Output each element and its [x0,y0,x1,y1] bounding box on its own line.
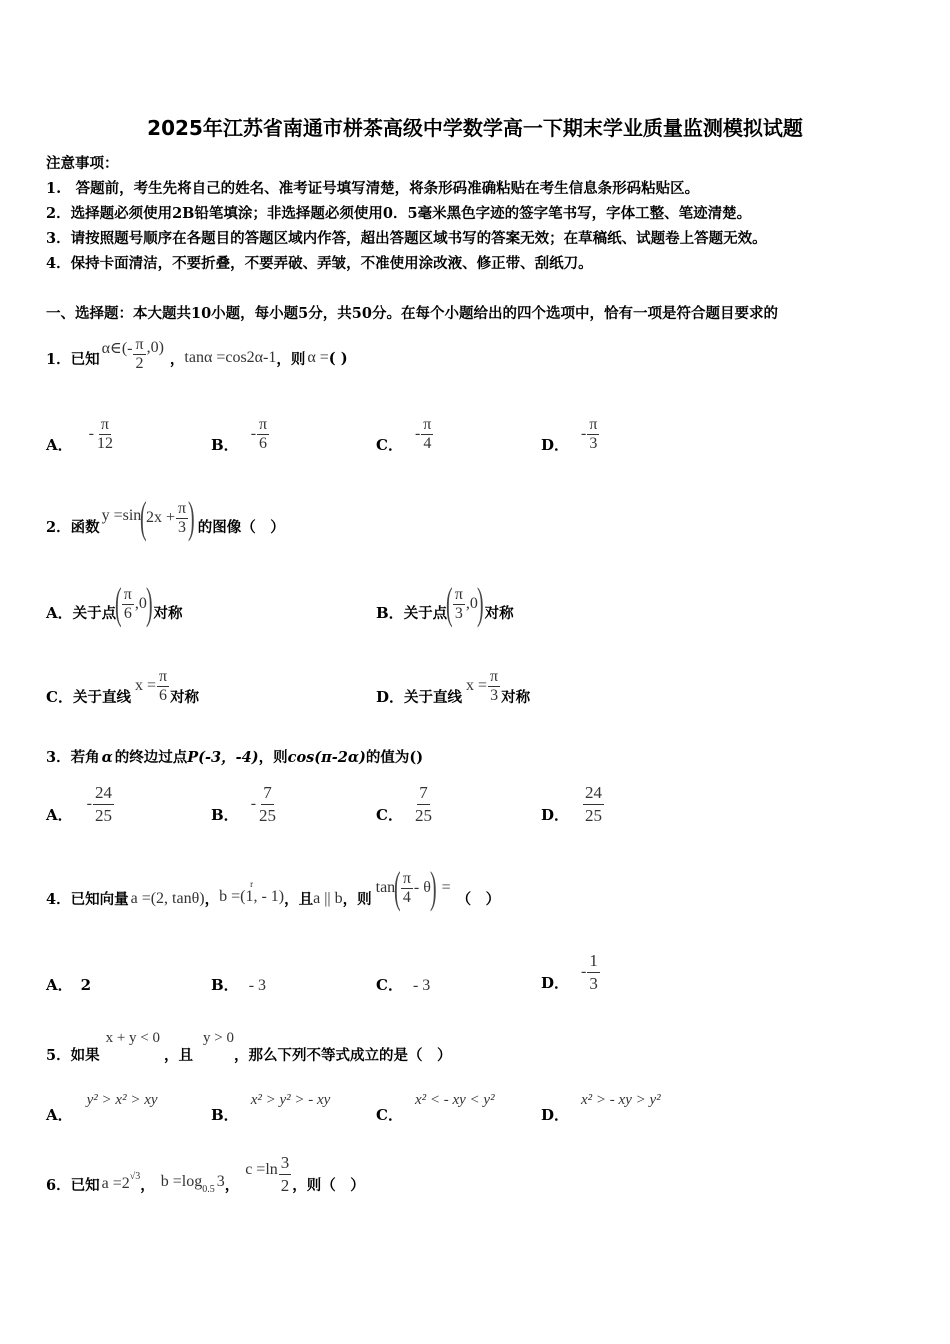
fraction: $\frac{\pi}{3}$ [490,667,499,704]
fraction: $\frac{\pi}{3}$ [454,585,463,622]
text: ， [169,350,185,368]
option-b[interactable]: B． - 3 [211,976,267,994]
question-number: 1．已知 [46,350,100,368]
fraction: $\frac{\pi}{6}$ [158,667,168,704]
fraction: $\frac{24}{25}$ [94,782,112,825]
option-c[interactable]: C． 关于直线 x = $\frac{\pi}{6}$ 对称 [46,667,200,706]
question-number: 5．如果 [46,1047,100,1064]
math-text: tanα =cos2α-1 [184,349,277,366]
fraction: $\frac{24}{25}$ [585,782,603,825]
fraction: $\frac{\pi}{3}$ [177,499,187,536]
question-6: 6．已知 a =2 √3 ， b =log 0.5 3 ， c =ln $\frac{3}{2}$ ，则（ ） [46,1152,365,1195]
notice-item-3: 3．请按照题号顺序在各题目的答题区域内作答，超出答题区域书写的答案无效；在草稿纸、试题卷上答题无效。 [46,230,767,247]
option-b[interactable]: B． x² > y² > - xy [211,1092,331,1124]
fraction: $\frac{3}{2}$ [280,1152,290,1195]
fraction: $\frac{\pi}{4}$ [402,869,411,906]
option-d[interactable]: D． $\frac{24}{25}$ [541,782,603,825]
fraction: $\frac{\pi}{12}$ [96,415,113,452]
option-d[interactable]: D． - $\frac{\pi}{3}$ [541,415,598,454]
text: ，则 [276,350,306,368]
question-number: 2．函数 [46,518,100,536]
vector-b: r b =(1, - 1) [219,879,285,905]
question-3: 3．若角 α 的终边过点 P(-3，-4) ，则 cos(π-2α) 的值为() [46,746,423,767]
option-d[interactable]: D． - $\frac{1}{3}$ [541,950,598,993]
question-number: 6．已知 [46,1176,100,1194]
option-a[interactable]: A． - $\frac{\pi}{12}$ [46,415,113,454]
notice-item-4: 4．保持卡面清洁，不要折叠，不要弄破、弄皱，不准使用涂改液、修正带、刮纸刀。 [46,255,593,272]
option-d[interactable]: D． x² > - xy > y² [541,1092,661,1124]
text: ( ) [328,349,348,367]
option-c[interactable]: C． - 3 [376,976,431,994]
option-a[interactable]: A． 2 [46,976,92,994]
question-number: 4．已知向量 [46,890,129,908]
notice-item-1: 1. 答题前，考生先将自己的姓名、准考证号填写清楚，将条形码准确粘贴在考生信息条形码粘贴区。 [46,180,700,197]
option-b[interactable]: B． - $\frac{\pi}{6}$ [211,415,268,454]
fraction: $\frac{7}{25}$ [414,782,432,825]
math-text: α = [307,349,329,366]
notice-heading: 注意事项： [46,155,119,172]
question-number: 3．若角 [46,749,100,766]
math-text: ,0) [146,339,164,356]
question-5: 5．如果 x + y < 0 ，且 y > 0 ，那么下列不等式成立的是（ ） [46,1030,452,1064]
option-a[interactable]: A． 关于点 ( $\frac{\pi}{6}$ ,0 ) 对称 [46,579,183,628]
option-b[interactable]: B． - $\frac{7}{25}$ [211,782,277,825]
option-a[interactable]: A． y² > x² > xy [46,1092,158,1124]
right-paren: ) [188,493,195,542]
option-c[interactable]: C． x² < - xy < y² [376,1092,495,1124]
question-1 [46,335,348,378]
section-heading: 一、选择题：本大题共10小题，每小题5分，共50分。在每个小题给出的四个选项中，恰有一项是符合题目要求的 [46,305,778,322]
math-text: α∈(- [101,340,133,357]
question-4: 4．已知向量 a =(2, tanθ) ， r b =(1, - 1) ，且 a || b ，则 tan ( $\frac{\pi}{4}$ - θ ) = （ ） [46,863,501,912]
page-title: 2025年江苏省南通市栟茶高级中学数学高一下期末学业质量监测模拟试题 [147,116,803,140]
fraction: $\frac{7}{25}$ [259,782,277,825]
option-b[interactable]: B． 关于点 ( $\frac{\pi}{3}$ ,0 ) 对称 [376,579,514,628]
option-d[interactable]: D． 关于直线 x = $\frac{\pi}{3}$ 对称 [376,667,531,706]
fraction: $\frac{1}{3}$ [589,950,598,993]
fraction: $\frac{\pi}{4}$ [423,415,432,452]
option-c[interactable]: C． - $\frac{\pi}{4}$ [376,415,432,454]
option-a[interactable]: A． - $\frac{24}{25}$ [46,782,112,825]
notice-item-2: 2．选择题必须使用2B铅笔填涂；非选择题必须使用0．5毫米黑色字迹的签字笔书写，字体工整、笔迹清楚。 [46,205,752,222]
fraction: $\frac{\pi}{6}$ [123,585,132,622]
fraction: $\frac{\pi}{6}$ [259,415,268,452]
fraction: $\frac{\pi}{2}$ [135,335,144,372]
question-2: 2．函数 y =sin ( 2x + $\frac{\pi}{3}$ ) 的图像（ ） [46,493,285,542]
option-c[interactable]: C． $\frac{7}{25}$ [376,782,432,825]
left-paren: ( [140,493,147,542]
fraction: $\frac{\pi}{3}$ [589,415,598,452]
